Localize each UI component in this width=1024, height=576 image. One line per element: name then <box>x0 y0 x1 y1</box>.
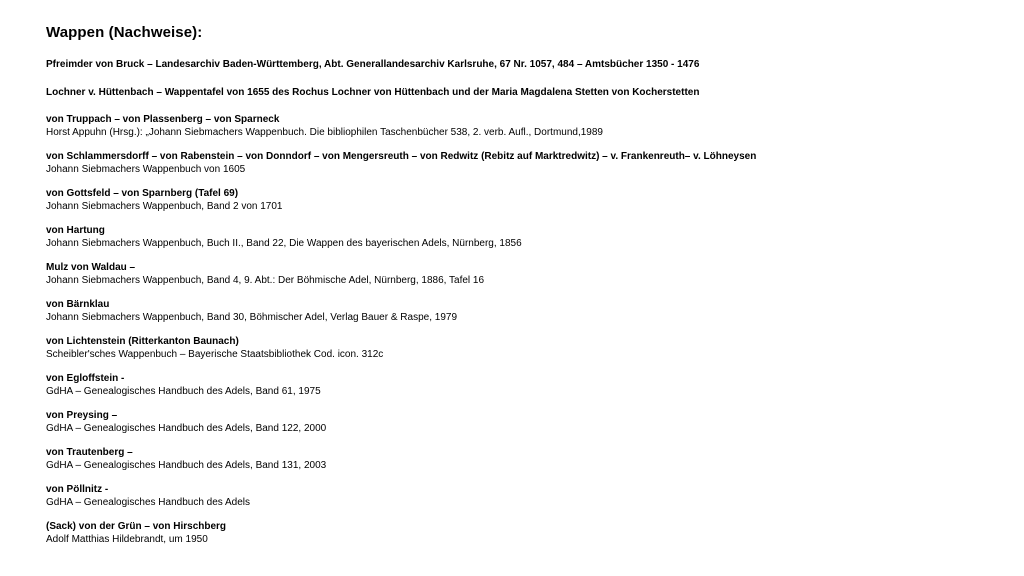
list-item <box>46 87 1006 100</box>
list-item <box>46 114 1006 139</box>
entry-source: Johann Siebmachers Wappenbuch, Buch II., Band 22, Die Wappen des bayerischen Adels, Nürnberg, 1856 <box>46 237 522 249</box>
entry-heading: Lochner v. Hüttenbach – Wappentafel von 1655 des Rochus Lochner von Hüttenbach und der Maria Magdalena Stetten von Kocherstetten <box>46 86 700 98</box>
list-item <box>46 225 1006 250</box>
entry-heading: von Schlammersdorff – von Rabenstein – von Donndorf – von Mengersreuth – von Redwitz (Rebitz auf Marktredwitz) – v. Frankenreuth– v. Löhneysen <box>46 151 757 162</box>
entry-heading: von Truppach – von Plassenberg – von Sparneck <box>46 114 280 125</box>
entry-source: GdHA – Genealogisches Handbuch des Adels, Band 131, 2003 <box>46 459 327 471</box>
entry-heading: von Trautenberg – <box>46 447 133 458</box>
entry-heading: von Egloffstein - <box>46 373 125 384</box>
entry-heading: Pfreimder von Bruck – Landesarchiv Baden-Württemberg, Abt. Generallandesarchiv Karlsruhe, 67 Nr. 1057, 484 – Amtsbücher 1350 - 1476 <box>46 59 700 70</box>
source-list <box>46 59 1006 546</box>
list-item <box>46 373 1006 398</box>
list-item <box>46 521 1006 546</box>
list-item <box>46 262 1006 287</box>
slide-content <box>46 24 1006 558</box>
entry-heading: von Hartung <box>46 225 105 236</box>
entry-heading: von Bärnklau <box>46 299 110 310</box>
entry-heading: von Preysing – <box>46 410 118 421</box>
entry-heading: von Gottsfeld – von Sparnberg (Tafel 69) <box>46 188 239 199</box>
entry-source: Johann Siebmachers Wappenbuch, Band 2 von 1701 <box>46 200 283 212</box>
entry-heading: (Sack) von der Grün – von Hirschberg <box>46 521 227 532</box>
entry-source: Johann Siebmachers Wappenbuch von 1605 <box>46 163 246 175</box>
entry-heading: von Lichtenstein (Ritterkanton Baunach) <box>46 336 239 347</box>
list-item <box>46 410 1006 435</box>
page-title: Wappen (Nachweise): <box>46 24 203 41</box>
list-item <box>46 188 1006 213</box>
entry-source: Horst Appuhn (Hrsg.): „Johann Siebmachers Wappenbuch. Die bibliophilen Taschenbücher 538, 2. verb. Aufl., Dortmund,1989 <box>46 126 603 138</box>
entry-source: GdHA – Genealogisches Handbuch des Adels, Band 122, 2000 <box>46 422 327 434</box>
list-item <box>46 59 1006 72</box>
entry-source: Johann Siebmachers Wappenbuch, Band 30, Böhmischer Adel, Verlag Bauer & Raspe, 1979 <box>46 311 458 323</box>
entry-source: Adolf Matthias Hildebrandt, um 1950 <box>46 533 208 545</box>
list-item <box>46 299 1006 324</box>
entry-heading: von Pöllnitz - <box>46 484 109 495</box>
entry-heading: Mulz von Waldau – <box>46 262 136 273</box>
entry-source: Johann Siebmachers Wappenbuch, Band 4, 9. Abt.: Der Böhmische Adel, Nürnberg, 1886, Tafel 16 <box>46 274 485 286</box>
list-item <box>46 447 1006 472</box>
entry-source: Scheibler'sches Wappenbuch – Bayerische Staatsbibliothek Cod. icon. 312c <box>46 348 384 360</box>
entry-source: GdHA – Genealogisches Handbuch des Adels <box>46 496 251 508</box>
list-item <box>46 151 1006 176</box>
list-item <box>46 336 1006 361</box>
entry-source: GdHA – Genealogisches Handbuch des Adels, Band 61, 1975 <box>46 385 321 397</box>
list-item <box>46 484 1006 509</box>
